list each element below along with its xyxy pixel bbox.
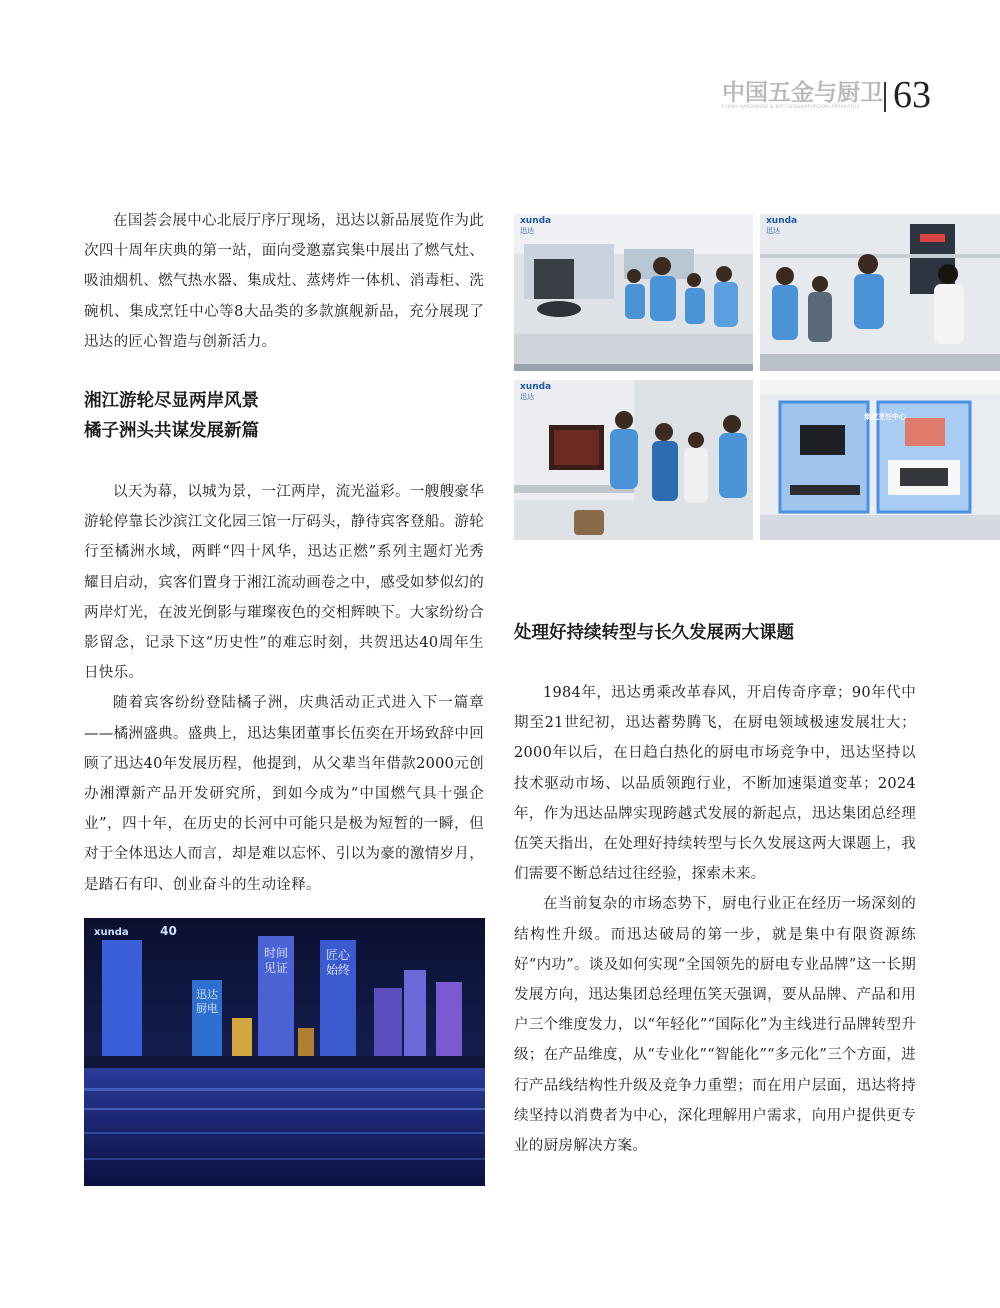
- brand-logo-text-3: xunda: [520, 382, 552, 392]
- left-paragraph-3: 随着宾客纷纷登陆橘子洲，庆典活动正式进入下一篇章——橘洲盛典。盛典上，迅达集团董事长伍奕在开场致辞中回顾了迅达40年发展历程，他提到，从父辈当年借款2000元创办湘潭新产品开发研究所，到如今成为“中国燃气具十强企业”，四十年，在历史的长河中可能只是极为短暂的一瞬，但对于全体迅达人而言，却是难以忘怀、引以为豪的激情岁月，是踏石有印、创业奋斗的生动诠释。: [84, 695, 484, 893]
- right-paragraph-1: 1984年，迅达勇乘改革春风，开启传奇序章；90年代中期至21世纪初，迅达蓄势腾飞，在厨电领域极速发展壮大；2000年以后，在日趋白热化的厨电市场竞争中，迅达坚持以技术驱动市场、以品质领跑行业，不断加速渠道变革；2024 年，作为迅达品牌实现跨越式发展的新起点，迅达集团总经理伍笑天指出，在处理好持续转型与长久发展这两大课题上，我们需要不断总结过往经验，探索未来。: [514, 685, 916, 883]
- left-paragraphs-block: [84, 477, 484, 900]
- exhibition-photo-3-brand: [520, 382, 551, 402]
- page-number: 63: [893, 74, 931, 116]
- magazine-logo-title: 中国五金与厨卫: [722, 80, 883, 106]
- exhibition-photo-4-art: [760, 380, 1000, 540]
- left-heading-line-2: 橘子洲头共谋发展新篇: [84, 421, 259, 441]
- brand-logo-cn: 迅达: [520, 227, 534, 235]
- booth-sign: 集成烹饪中心: [864, 413, 906, 421]
- right-section-heading: [514, 618, 916, 648]
- night-lightshow-photo: [84, 918, 485, 1186]
- exhibition-photo-3-art: [514, 380, 753, 540]
- exhibition-photo-2-brand: [766, 216, 797, 236]
- brand-logo-text: xunda: [520, 216, 552, 226]
- lightshow-brand-num: 40: [160, 924, 177, 938]
- lightshow-brand-text: xunda: [94, 927, 129, 938]
- exhibition-photo-2-art: [760, 214, 1000, 371]
- left-paragraph-2: 以天为幕，以城为景，一江两岸，流光溢彩。一艘艘豪华游轮停靠长沙滨江文化园三馆一厅码头，静待宾客登船。游轮行至橘洲水域，两畔“四十风华，迅达正燃”系列主题灯光秀耀目启动，宾客们置身于湘江流动画卷之中，感受如梦似幻的两岸灯光，在波光倒影与璀璨夜色的交相辉映下。大家纷纷合影留念，记录下这“历史性”的难忘时刻，共贺迅达40周年生日快乐。: [84, 484, 484, 682]
- lightshow-brand: [94, 924, 177, 938]
- right-heading: 处理好持续转型与长久发展两大课题: [514, 623, 794, 643]
- tower-text-2: 匠心始终: [326, 948, 351, 977]
- brand-logo-cn-2: 迅达: [766, 227, 780, 235]
- exhibition-photo-1: [514, 214, 753, 371]
- exhibition-photo-3: [514, 380, 753, 540]
- left-paragraph-1-block: [84, 206, 484, 357]
- brand-logo-cn-3: 迅达: [520, 393, 534, 401]
- tower-text-3: 迅达厨电: [196, 988, 218, 1015]
- magazine-logo: [722, 80, 883, 112]
- exhibition-photo-1-art: [514, 214, 753, 371]
- left-heading-line-1: 湘江游轮尽显两岸风景: [84, 391, 259, 411]
- tower-text-1: 时间见证: [264, 946, 289, 975]
- left-paragraph-1: 在国荟会展中心北辰厅序厅现场，迅达以新品展览作为此次四十周年庆典的第一站，面向受邀嘉宾集中展出了燃气灶、吸油烟机、燃气热水器、集成灶、蒸烤炸一体机、消毒柜、洗碗机、集成烹饪中心等8大品类的多款旗舰新品，充分展现了迅达的匠心智造与创新活力。: [84, 213, 484, 350]
- exhibition-photo-1-brand: [520, 216, 551, 236]
- magazine-logo-subtitle: CHINA HARDWARE & KITCHEN&BATHROOM APPARATUS: [722, 105, 860, 110]
- right-paragraph-2: 在当前复杂的市场态势下，厨电行业正在经历一场深刻的结构性升级。而迅达破局的第一步，就是集中有限资源练好“内功”。谈及如何实现“全国领先的厨电专业品牌”这一长期发展方向，迅达集团总经理伍笑天强调，要从品牌、产品和用户三个维度发力，以“年轻化”“国际化”为主线进行品牌转型升级；在产品维度，从“专业化”“智能化”“多元化”三个方面，进行产品线结构性升级及竞争力重塑；而在用户层面，迅达将持续坚持以消费者为中心，深化理解用户需求，向用户提供更专业的厨房解决方案。: [514, 896, 916, 1155]
- exhibition-photo-4: [760, 380, 1000, 540]
- brand-logo-text-2: xunda: [766, 216, 798, 226]
- exhibition-photo-2: [760, 214, 1000, 371]
- left-section-heading: [84, 386, 484, 446]
- header-divider: [884, 82, 886, 112]
- right-paragraphs-block: [514, 678, 916, 1161]
